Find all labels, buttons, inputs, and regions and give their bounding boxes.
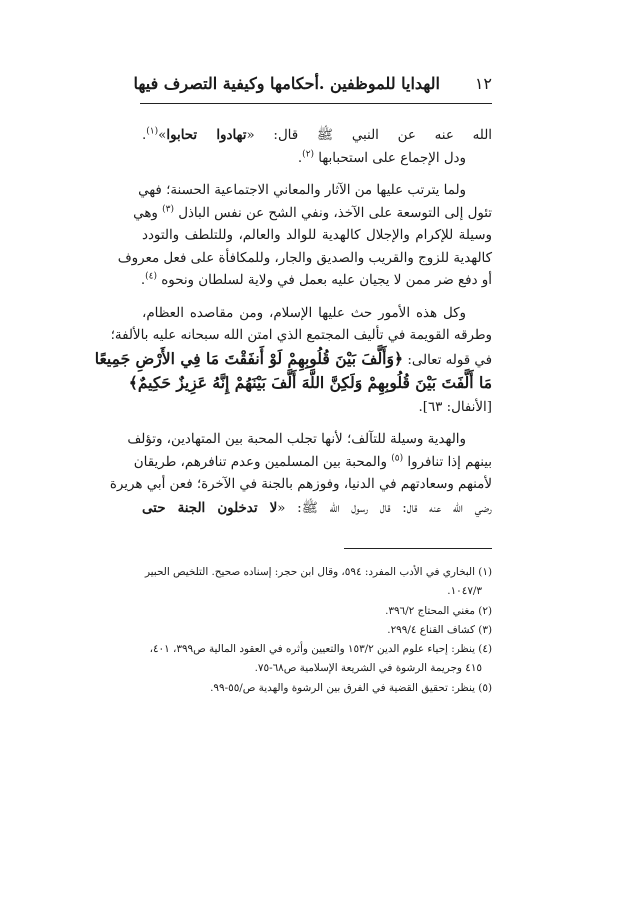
footnote-ref: (٥): [391, 453, 404, 464]
footnote: (٤) ينظر: إحياء علوم الدين ١٥٣/٢ والتعيين وأثره في العقود المالية ص٣٩٩، ٤٠١،: [149, 643, 492, 656]
paragraph: [142, 124, 492, 170]
quran-verse: مَا أَلَّفَتَ بَيْنَ قُلُوبِهِمْ وَلَكِنَّ اللَّهَ أَلَّفَ بَيْنَهُمْ إِنَّهُ عَزِيزٌ حَكِيمٌ﴾: [128, 373, 492, 392]
text-line: [133, 452, 492, 475]
body-text: [94, 124, 492, 520]
text-line: وكل هذه الأمور حث عليها الإسلام، ومن مقاصده العظام،: [142, 305, 466, 321]
paragraph: [117, 180, 492, 293]
text-line: كالهدية للزوج والقريب والصديق والجار، وللمكافأة على فعل معروف: [117, 250, 492, 266]
header-rule: [140, 103, 492, 104]
footnote: (١) البخاري في الأدب المفرد: ٥٩٤، وقال ابن حجر: إسناده صحيح. التلخيص الحبير: [144, 566, 492, 578]
footnotes: [142, 563, 492, 698]
hadith-quote: تهادوا تحابوا: [166, 127, 247, 143]
text-run: بينهم إذا تنافروا: [403, 454, 492, 470]
footnote-ref: (٤): [145, 271, 157, 282]
text-run: والمحبة بين المسلمين وعدم تنافرهم، طريقان: [133, 454, 392, 470]
paragraph: [94, 303, 492, 420]
text-run: .: [142, 128, 147, 143]
text-line: وسيلة للإكرام والإجلال كالهدية للوالد والعالم، وللتلطف والتودد: [142, 228, 492, 243]
text-line: [142, 497, 492, 521]
page-number: ١٢: [474, 74, 492, 93]
footnote-continuation: ٤١٥ وجريمة الرشوة في الشريعة الإسلامية ص٦٨-٧٥.: [254, 662, 482, 675]
text-line: [128, 372, 492, 397]
text-run: في قوله تعالى:: [403, 352, 492, 368]
text-run: أو دفع ضر ممن لا يجيان عليه بعمل في ولاية لسلطان ونحوه: [157, 273, 492, 288]
hadith-quote: لا تدخلون الجنة حتى: [142, 499, 278, 516]
footnote: (٢) مغني المحتاج ٣٩٦/٢.: [385, 604, 492, 617]
text-run: رضي الله عنه قال: قال رسول الله ﷺ: «: [277, 500, 492, 516]
footnote-continuation: ١٠٤٧/٣.: [447, 585, 482, 598]
text-line: وطرقه القويمة في تأليف المجتمع الذي امتن الله سبحانه عليه بالألفة؛: [110, 328, 492, 343]
paragraph: [109, 429, 492, 520]
text-run: .: [140, 273, 146, 288]
footnote-ref: (٢): [302, 149, 315, 160]
footnote-ref: (٣): [162, 204, 174, 215]
text-line: ولما يترتب عليها من الآثار والمعاني الاجتماعية الحسنة؛ فهي: [138, 183, 466, 198]
text-line: [133, 203, 492, 226]
text-run: وهي: [133, 205, 163, 221]
text-run: »: [158, 128, 167, 143]
footnote-separator: [344, 548, 492, 549]
verse-citation: [الأنفال: ٦٣].: [418, 399, 492, 415]
running-header: [133, 72, 492, 104]
footnote-ref: (١): [146, 126, 159, 137]
text-line: [142, 270, 492, 293]
footnote: (٣) كشاف القناع ٢٩٩/٤.: [387, 623, 492, 636]
text-line: لأمنهم وسعادتهم في الدنيا، وفوزهم بالجنة في الآخرة؛ فعن أبي هريرة: [109, 477, 492, 492]
text-line: [142, 148, 492, 171]
text-run: .: [297, 150, 303, 166]
running-title: الهدايا للموظفين .أحكامها وكيفية التصرف فيها: [133, 74, 440, 93]
text-run: تئول إلى التوسعة على الآخذ، ونفي الشح عن نفس الباذل: [173, 205, 492, 221]
text-run: الله عنه عن النبي ﷺ قال: «: [246, 128, 492, 143]
text-run: ودل الإجماع على استحبابها: [314, 150, 466, 166]
text-line: [142, 124, 492, 148]
text-line: والهدية وسيلة للتآلف؛ لأنها تجلب المحبة بين المتهادين، وتؤلف: [127, 432, 466, 447]
footnote: (٥) ينظر: تحقيق القضية في الفرق بين الرشوة والهدية ص/٥٥-٩٩.: [210, 681, 492, 694]
text-line: [94, 348, 492, 373]
quran-verse: ﴿وَأَلَّفَ بَيْنَ قُلُوبِهِمْ لَوْ أَنفَقْتَ مَا فِي الأَرْضِ جَمِيعًا: [94, 348, 404, 368]
